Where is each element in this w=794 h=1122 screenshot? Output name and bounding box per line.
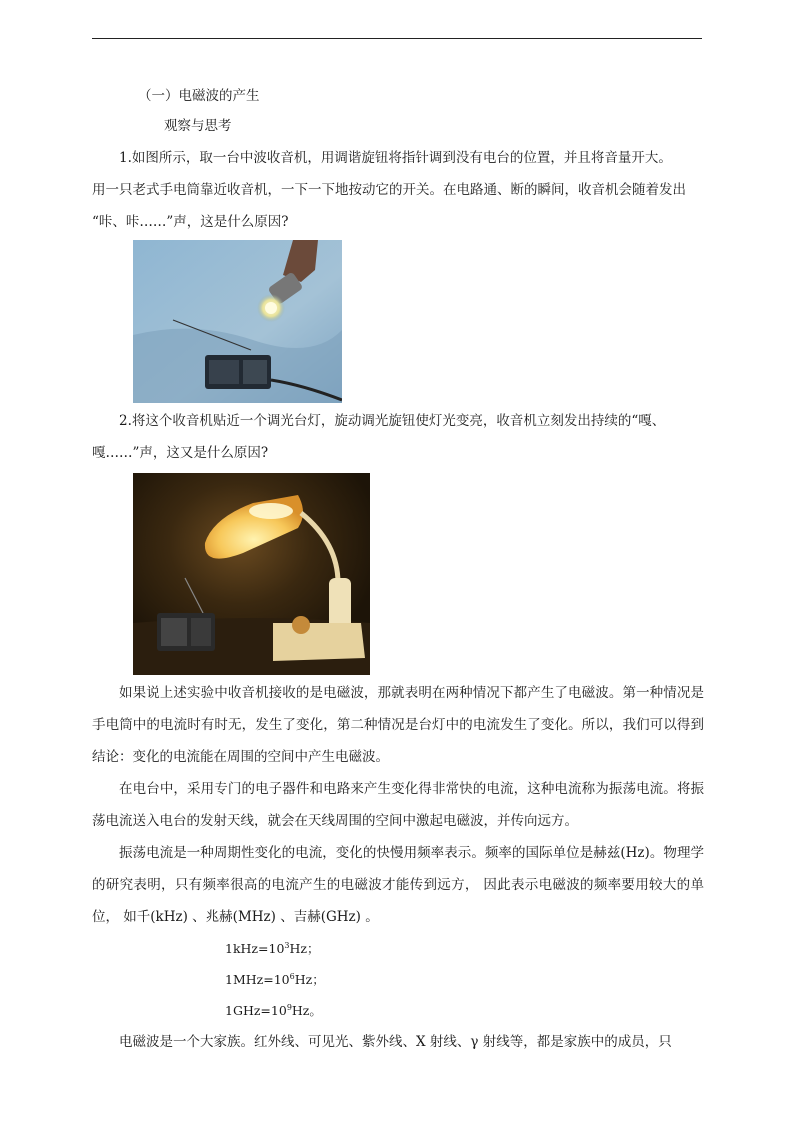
equation-mhz: $1MHz=10^6Hz$； — [225, 971, 325, 987]
paragraph-4: 在电台中，采用专门的电子器件和电路来产生变化得非常快的电流，这种电流称为振荡电流。将振荡电流送入电台的发射天线，就会在天线周围的空间中激起电磁波，并传向远方。 — [92, 781, 704, 829]
section-heading: （一）电磁波的产生 — [138, 88, 260, 104]
paragraph-3: 如果说上述实验中收音机接收的是电磁波，那就表明在两种情况下都产生了电磁波。第一种情况是手电筒中的电流时有时无，发生了变化，第二种情况是台灯中的电流发生了变化。所以，我们可以得到结论：变化的电流能在周围的空间中产生电磁波。 — [92, 685, 704, 765]
photo-flashlight-radio — [133, 240, 342, 403]
sub-heading: 观察与思考 — [164, 118, 232, 134]
equation-ghz: $1GHz=10^9Hz$。 — [225, 1002, 322, 1018]
paragraph-6: 电磁波是一个大家族。红外线、可见光、紫外线、X 射线、γ 射线等，都是家族中的成员，只 — [119, 1034, 672, 1050]
paragraph-1-line-1: 1.如图所示，取一台中波收音机，用调谐旋钮将指针调到没有电台的位置，并且将音量开大。 — [119, 150, 672, 166]
paragraph-5: 振荡电流是一种周期性变化的电流，变化的快慢用频率表示。频率的国际单位是赫兹(Hz)。物理学的研究表明，只有频率很高的电流产生的电磁波才能传到远方， 因此表示电磁波的频率要用较大的单位， 如千(kHz) 、兆赫(MHz) 、吉赫(GHz) 。 — [92, 845, 704, 925]
paragraph-2-line-2: 嘎……”声，这又是什么原因? — [92, 445, 269, 461]
page-content — [92, 80, 704, 1058]
paragraph-1-line-2: 用一只老式手电筒靠近收音机，一下一下地按动它的开关。在电路通、断的瞬间，收音机会随着发出 — [92, 182, 686, 198]
paragraph-2-line-1: 2.将这个收音机贴近一个调光台灯，旋动调光旋钮使灯光变亮，收音机立刻发出持续的“嘎、 — [119, 413, 666, 429]
equation-khz: $1kHz=10^3Hz$； — [225, 940, 320, 956]
photo-lamp-radio — [133, 473, 370, 675]
header-rule — [92, 38, 702, 39]
paragraph-1-line-3: “咔、咔……”声，这是什么原因? — [92, 214, 289, 230]
